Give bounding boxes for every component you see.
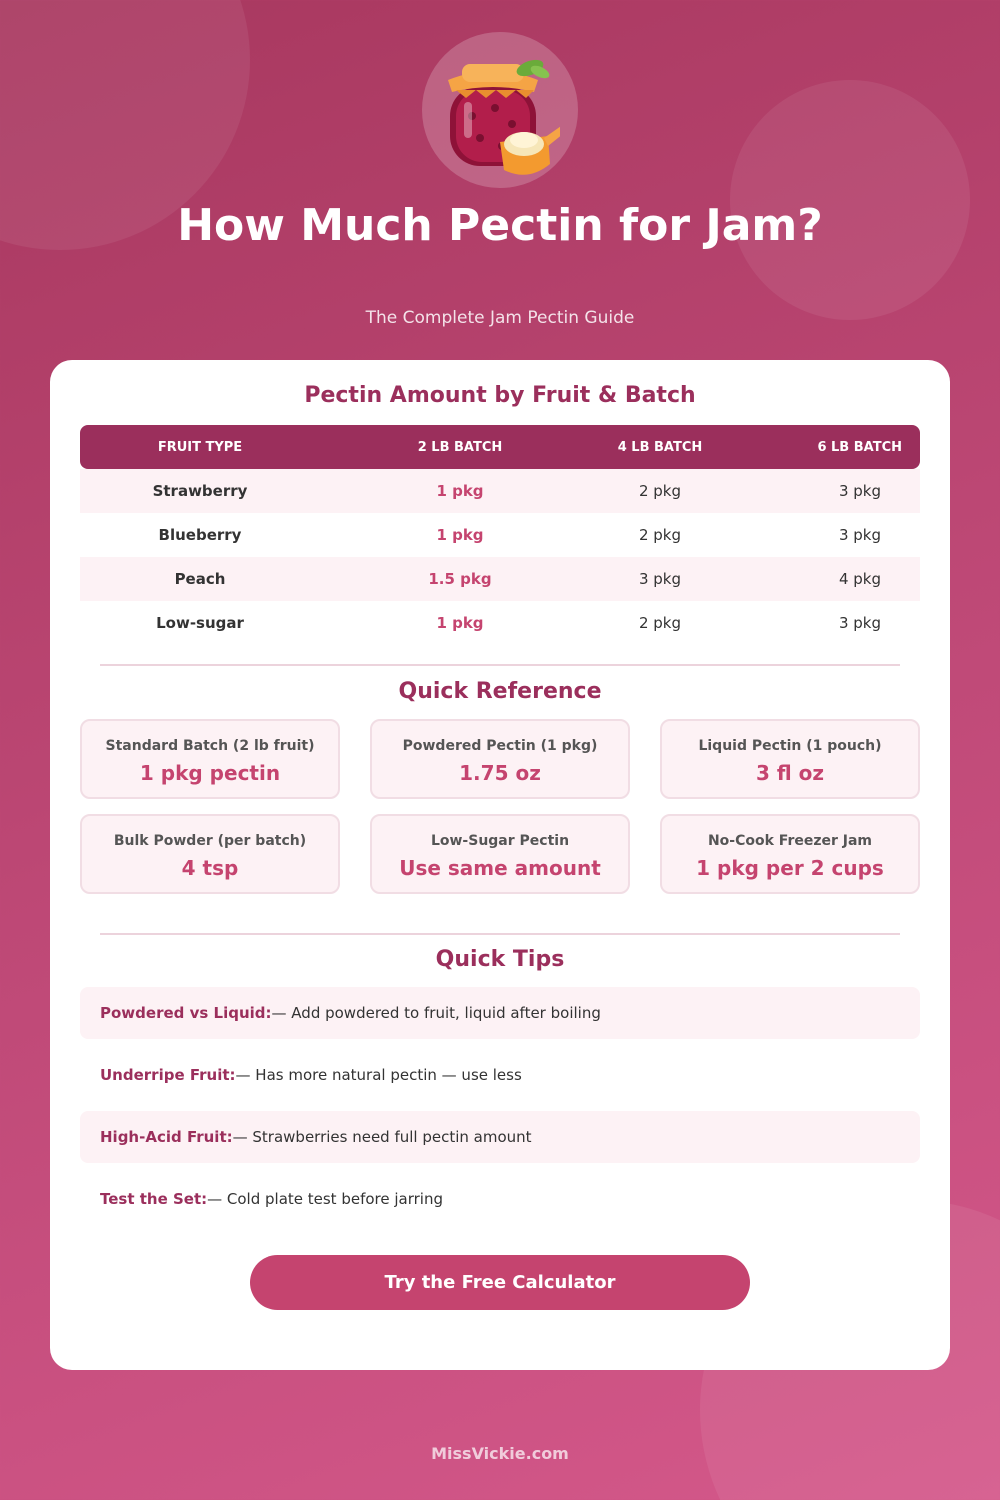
- tip-term: High-Acid Fruit:: [100, 1128, 233, 1146]
- reference-value: 1 pkg per 2 cups: [696, 856, 884, 880]
- reference-label: Powdered Pectin (1 pkg): [402, 738, 598, 754]
- table-row: [80, 513, 920, 557]
- tip-item: [80, 1049, 920, 1101]
- page-title: How Much Pectin for Jam?: [177, 200, 823, 251]
- reference-value: 1 pkg pectin: [139, 761, 281, 785]
- fruit-name: Peach: [174, 570, 226, 588]
- amount-6lb: 4 pkg: [838, 570, 881, 588]
- header-4lb: 4 LB BATCH: [617, 439, 703, 455]
- header-6lb: 6 LB BATCH: [817, 439, 902, 455]
- reference-card: [370, 814, 630, 894]
- table-row: [80, 601, 920, 645]
- tip-term: Underripe Fruit:: [100, 1066, 236, 1084]
- tip-text: — Add powdered to fruit, liquid after boiling: [271, 1004, 601, 1022]
- tip-item: [80, 987, 920, 1039]
- reference-label: No-Cook Freezer Jam: [707, 833, 873, 849]
- reference-label: Low-Sugar Pectin: [430, 833, 570, 849]
- amount-6lb: 3 pkg: [838, 614, 881, 632]
- reference-value: 4 tsp: [181, 856, 239, 880]
- fruit-name: Low-sugar: [156, 614, 244, 632]
- table-row: [80, 557, 920, 601]
- content-card: [50, 360, 950, 1370]
- table-header: [80, 425, 920, 469]
- reference-card: [660, 719, 920, 799]
- amount-6lb: 3 pkg: [838, 526, 881, 544]
- reference-label: Bulk Powder (per batch): [113, 833, 307, 849]
- reference-label: Standard Batch (2 lb fruit): [105, 738, 315, 754]
- reference-value: 1.75 oz: [459, 761, 541, 785]
- tip-text: — Has more natural pectin — use less: [235, 1066, 522, 1084]
- fruit-name: Strawberry: [152, 482, 248, 500]
- reference-title: Quick Reference: [398, 679, 602, 704]
- amount-6lb: 3 pkg: [838, 482, 881, 500]
- table-row: [80, 469, 920, 513]
- pectin-table: [80, 425, 920, 645]
- amount-4lb: 2 pkg: [638, 482, 682, 500]
- jam-jar-icon: [422, 32, 578, 188]
- reference-value: 3 fl oz: [755, 761, 825, 785]
- tip-text: — Cold plate test before jarring: [207, 1190, 444, 1208]
- tips-title: Quick Tips: [435, 947, 565, 972]
- fruit-name: Blueberry: [158, 526, 242, 544]
- tip-item: [80, 1173, 920, 1225]
- footer-site-name[interactable]: MissVickie.com: [431, 1444, 569, 1463]
- amount-2lb: 1 pkg: [436, 482, 484, 500]
- tip-term: Test the Set:: [100, 1190, 208, 1208]
- amount-2lb: 1.5 pkg: [428, 570, 492, 588]
- amount-4lb: 2 pkg: [638, 614, 682, 632]
- reference-card: [80, 814, 340, 894]
- tip-item: [80, 1111, 920, 1163]
- page-subtitle: The Complete Jam Pectin Guide: [365, 308, 635, 328]
- tip-term: Powdered vs Liquid:: [100, 1004, 272, 1022]
- amount-2lb: 1 pkg: [436, 526, 484, 544]
- section-divider: [100, 664, 900, 666]
- reference-label: Liquid Pectin (1 pouch): [698, 738, 882, 754]
- reference-card: [370, 719, 630, 799]
- header-2lb: 2 LB BATCH: [417, 439, 503, 455]
- tip-text: — Strawberries need full pectin amount: [232, 1128, 532, 1146]
- reference-card: [80, 719, 340, 799]
- table-title: Pectin Amount by Fruit & Batch: [304, 383, 696, 408]
- amount-4lb: 2 pkg: [638, 526, 682, 544]
- amount-2lb: 1 pkg: [436, 614, 484, 632]
- reference-card: [660, 814, 920, 894]
- free-calculator-button[interactable]: Try the Free Calculator: [250, 1255, 750, 1310]
- header-fruit-type: FRUIT TYPE: [157, 439, 243, 455]
- section-divider: [100, 933, 900, 935]
- amount-4lb: 3 pkg: [638, 570, 682, 588]
- reference-value: Use same amount: [399, 856, 601, 880]
